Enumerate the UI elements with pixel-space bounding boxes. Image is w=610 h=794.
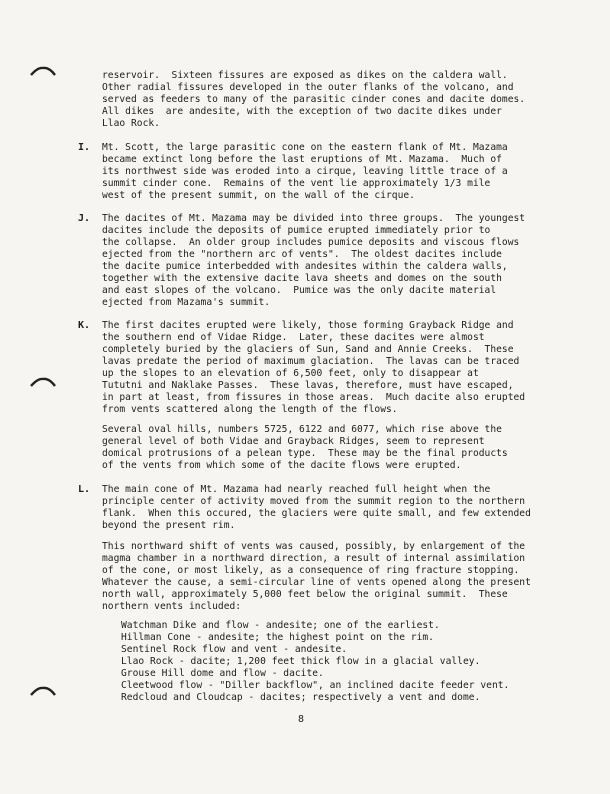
section-label-l: L. — [78, 484, 91, 495]
section-k-line-b: of the vents from which some of the dacite flows were erupted. — [102, 460, 462, 471]
section-l-line-b: north wall, approximately 5,000 feet below the original summit. These — [102, 589, 508, 600]
section-k-line: the southern end of Vidae Ridge. Later, these dacites were almost — [102, 332, 485, 343]
vent-list-item: Redcloud and Cloudcap - dacites; respectively a vent and dome. — [121, 692, 481, 703]
vent-list-item: Watchman Dike and flow - andesite; one of the earliest. — [121, 620, 440, 631]
section-k-line: Tututni and Naklake Passes. These lavas, therefore, must have escaped, — [102, 380, 514, 391]
section-j-line: dacites include the deposits of pumice erupted immediately prior to — [102, 225, 491, 236]
intro-line: Llao Rock. — [102, 118, 160, 129]
punch-hole-mark-middle — [30, 377, 56, 387]
vent-list-item: Llao Rock - dacite; 1,200 feet thick flow in a glacial valley. — [121, 656, 481, 667]
intro-line: All dikes are andesite, with the exception of two dacite dikes under — [102, 106, 502, 117]
intro-line: reservoir. Sixteen fissures are exposed as dikes on the caldera wall. — [102, 70, 508, 81]
vent-list-item: Hillman Cone - andesite; the highest point on the rim. — [121, 632, 434, 643]
intro-line: served as feeders to many of the parasitic cinder cones and dacite domes. — [102, 94, 526, 105]
page-number: 8 — [298, 714, 305, 725]
section-i-line: west of the present summit, on the wall of the cirque. — [102, 190, 415, 201]
section-i-line: its northwest side was eroded into a cirque, leaving little trace of a — [102, 166, 508, 177]
intro-line: Other radial fissures developed in the outer flanks of the volcano, and — [102, 82, 514, 93]
section-k-line: in part at least, from fissures in those areas. Much dacite also erupted — [102, 392, 526, 403]
section-i-line: Mt. Scott, the large parasitic cone on the eastern flank of Mt. Mazama — [102, 142, 508, 153]
section-l-line: beyond the present rim. — [102, 520, 236, 531]
section-k-line: The first dacites erupted were likely, those forming Grayback Ridge and — [102, 320, 514, 331]
vent-list-item: Grouse Hill dome and flow - dacite. — [121, 668, 324, 679]
section-j-line: together with the extensive dacite lava sheets and domes on the south — [102, 273, 502, 284]
section-l-line-b: This northward shift of vents was caused, possibly, by enlargement of the — [102, 541, 526, 552]
section-k-line: from vents scattered along the length of the flows. — [102, 404, 398, 415]
punch-hole-mark-top — [30, 66, 56, 76]
vent-list-item: Sentinel Rock flow and vent - andesite. — [121, 644, 348, 655]
section-j-line: the collapse. An older group includes pumice deposits and viscous flows — [102, 237, 520, 248]
section-l-line-b: northern vents included: — [102, 601, 242, 612]
section-l-line-b: Whatever the cause, a semi-circular line of vents opened along the present — [102, 577, 531, 588]
section-j-line: and east slopes of the volcano. Pumice was the only dacite material — [102, 285, 497, 296]
section-l-line: The main cone of Mt. Mazama had nearly reached full height when the — [102, 484, 491, 495]
section-l-line-b: of the cone, or most likely, as a consequence of ring fracture stopping. — [102, 565, 520, 576]
section-j-line: ejected from Mazama's summit. — [102, 297, 271, 308]
section-j-line: ejected from the "northern arc of vents". The oldest dacites include — [102, 249, 502, 260]
section-k-line: up the slopes to an elevation of 6,500 feet, only to disappear at — [102, 368, 479, 379]
punch-hole-mark-bottom — [30, 686, 56, 696]
section-k-line: lavas predate the period of maximum glaciation. The lavas can be traced — [102, 356, 520, 367]
section-label-i: I. — [78, 142, 91, 153]
section-j-line: the dacite pumice interbedded with andesites within the caldera walls, — [102, 261, 508, 272]
section-l-line: flank. When this occured, the glaciers were quite small, and few extended — [102, 508, 531, 519]
section-i-line: became extinct long before the last eruptions of Mt. Mazama. Much of — [102, 154, 502, 165]
section-k-line: completely buried by the glaciers of Sun, Sand and Annie Creeks. These — [102, 344, 514, 355]
section-label-j: J. — [78, 213, 91, 224]
section-k-line-b: domical protrusions of a pelean type. These may be the final products — [102, 448, 508, 459]
section-i-line: summit cinder cone. Remains of the vent lie approximately 1/3 mile — [102, 178, 491, 189]
vent-list-item: Cleetwood flow - "Diller backflow", an inclined dacite feeder vent. — [121, 680, 510, 691]
section-label-k: K. — [78, 320, 91, 331]
section-k-line-b: general level of both Vidae and Grayback Ridges, seem to represent — [102, 436, 485, 447]
section-l-line: principle center of activity moved from the summit region to the northern — [102, 496, 526, 507]
section-l-line-b: magma chamber in a northward direction, a result of internal assimilation — [102, 553, 526, 564]
section-k-line-b: Several oval hills, numbers 5725, 6122 and 6077, which rise above the — [102, 424, 502, 435]
section-j-line: The dacites of Mt. Mazama may be divided into three groups. The youngest — [102, 213, 526, 224]
